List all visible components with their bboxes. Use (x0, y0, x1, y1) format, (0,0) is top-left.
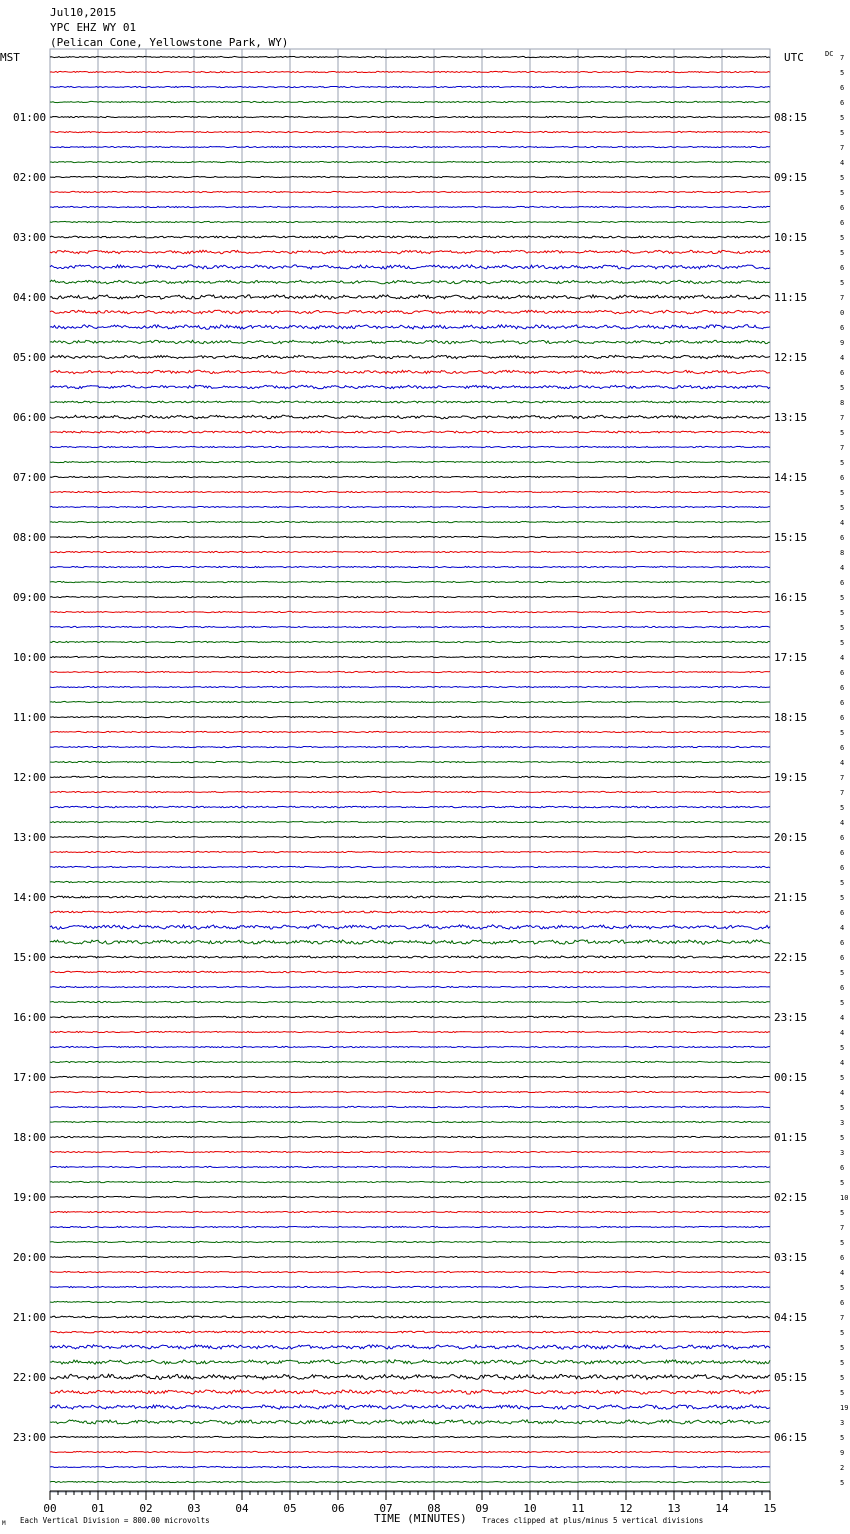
dc-value-label: 5 (840, 234, 845, 242)
utc-time-label: 02:15 (774, 1191, 808, 1204)
dc-value-label: 5 (840, 624, 845, 632)
trace-line (50, 56, 770, 57)
dc-value-label: 6 (840, 264, 845, 272)
mst-time-label: 09:00 (13, 591, 47, 604)
trace-line (50, 911, 770, 913)
dc-value-label: 6 (840, 744, 845, 752)
dc-value-label: 5 (840, 1044, 845, 1052)
trace-line (50, 596, 770, 597)
trace-line (50, 1016, 770, 1017)
trace-line (50, 671, 770, 672)
dc-value-label: 4 (840, 924, 845, 932)
mst-time-label: 03:00 (13, 231, 47, 244)
date-label: Jul10,2015 (50, 6, 117, 19)
trace-line (50, 940, 770, 944)
x-tick-label: 02 (139, 1502, 153, 1515)
dc-value-label: 4 (840, 1059, 845, 1067)
dc-value-label: 5 (840, 1479, 845, 1487)
mst-time-label: 07:00 (13, 471, 47, 484)
mst-time-label: 06:00 (13, 411, 47, 424)
location-label: (Pelican Cone, Yellowstone Park, WY) (50, 36, 289, 49)
dc-value-label: 5 (840, 129, 845, 137)
utc-time-label: 21:15 (774, 891, 808, 904)
utc-time-label: 00:15 (774, 1071, 808, 1084)
dc-value-label: 4 (840, 1029, 845, 1037)
trace-line (50, 446, 770, 447)
trace-line (50, 925, 770, 929)
dc-value-label: 5 (840, 609, 845, 617)
dc-value-label: 5 (840, 1359, 845, 1367)
trace-line (50, 310, 770, 314)
utc-time-label: 01:15 (774, 1131, 808, 1144)
utc-time-label: 06:15 (774, 1431, 808, 1444)
corner-mark: M (2, 1520, 6, 1527)
dc-value-label: 5 (840, 1344, 845, 1352)
x-tick-label: 12 (619, 1502, 633, 1515)
dc-value-label: 5 (840, 429, 845, 437)
dc-value-label: 5 (840, 1179, 845, 1187)
dc-value-label: 5 (840, 1389, 845, 1397)
utc-time-label: 15:15 (774, 531, 808, 544)
dc-value-label: 5 (840, 879, 845, 887)
dc-value-label: 6 (840, 1299, 845, 1307)
dc-value-label: 8 (840, 399, 845, 407)
trace-line (50, 476, 770, 477)
trace-line (50, 1345, 770, 1349)
mst-time-label: 14:00 (13, 891, 47, 904)
dc-value-label: 5 (840, 504, 845, 512)
trace-line (50, 280, 770, 284)
mst-time-label: 02:00 (13, 171, 47, 184)
utc-time-label: 17:15 (774, 651, 808, 664)
mst-time-label: 04:00 (13, 291, 47, 304)
left-zone-label: MST (0, 51, 20, 64)
mst-time-label: 01:00 (13, 111, 47, 124)
dc-value-label: 4 (840, 159, 845, 167)
dc-value-label: 6 (840, 99, 845, 107)
dc-value-label: 7 (840, 144, 845, 152)
dc-value-label: 3 (840, 1149, 845, 1157)
x-tick-label: 01 (91, 1502, 105, 1515)
mst-time-label: 23:00 (13, 1431, 47, 1444)
dc-value-label: 5 (840, 1074, 845, 1082)
dc-value-label: 5 (840, 1134, 845, 1142)
trace-line (50, 1420, 770, 1424)
dc-value-label: 4 (840, 1269, 845, 1277)
dc-value-label: 6 (840, 84, 845, 92)
trace-line (50, 851, 770, 852)
dc-value-label: 6 (840, 849, 845, 857)
utc-time-label: 05:15 (774, 1371, 808, 1384)
x-tick-label: 15 (763, 1502, 777, 1515)
trace-line (50, 1091, 770, 1092)
utc-time-label: 20:15 (774, 831, 808, 844)
x-tick-label: 10 (523, 1502, 537, 1515)
dc-value-label: 6 (840, 834, 845, 842)
trace-line (50, 686, 770, 687)
trace-line (50, 1181, 770, 1182)
trace-line (50, 1271, 770, 1272)
dc-value-label: 0 (840, 309, 845, 317)
dc-value-label: 4 (840, 654, 845, 662)
dc-value-label: 4 (840, 1014, 845, 1022)
dc-value-label: 5 (840, 1374, 845, 1382)
trace-line (50, 701, 770, 702)
x-tick-label: 00 (43, 1502, 57, 1515)
dc-value-label: 5 (840, 69, 845, 77)
mst-time-label: 10:00 (13, 651, 47, 664)
dc-value-label: 8 (840, 549, 845, 557)
dc-value-label: 5 (840, 1209, 845, 1217)
dc-value-label: 6 (840, 579, 845, 587)
trace-line (50, 116, 770, 117)
dc-value-label: 19 (840, 1404, 849, 1412)
trace-line (50, 1316, 770, 1318)
dc-value-label: 6 (840, 1254, 845, 1262)
trace-line (50, 1031, 770, 1032)
utc-time-label: 23:15 (774, 1011, 808, 1024)
trace-line (50, 1061, 770, 1062)
trace-line (50, 761, 770, 762)
trace-line (50, 776, 770, 777)
dc-value-label: 6 (840, 954, 845, 962)
utc-time-label: 12:15 (774, 351, 808, 364)
dc-value-label: 5 (840, 639, 845, 647)
dc-value-label: 7 (840, 54, 845, 62)
dc-value-label: 6 (840, 699, 845, 707)
right-zone-label: UTC (784, 51, 804, 64)
trace-line (50, 86, 770, 87)
scale-note: Each Vertical Division = 800.00 microvolts (20, 1516, 210, 1525)
axis-labels (13, 54, 848, 1515)
trace-line (50, 1390, 770, 1394)
utc-time-label: 09:15 (774, 171, 808, 184)
trace-line (50, 236, 770, 238)
trace-line (50, 385, 770, 389)
trace-line (50, 1466, 770, 1467)
trace-line (50, 836, 770, 837)
trace-line (50, 1405, 770, 1409)
trace-line (50, 415, 770, 419)
trace-line (50, 536, 770, 537)
trace-line (50, 191, 770, 192)
utc-time-label: 11:15 (774, 291, 808, 304)
trace-line (50, 1301, 770, 1302)
dc-value-label: 5 (840, 969, 845, 977)
trace-line (50, 551, 770, 552)
mst-time-label: 08:00 (13, 531, 47, 544)
dc-value-label: 5 (840, 384, 845, 392)
dc-value-label: 6 (840, 324, 845, 332)
mst-time-label: 17:00 (13, 1071, 47, 1084)
dc-value-label: 4 (840, 1089, 845, 1097)
dc-value-label: 5 (840, 1284, 845, 1292)
trace-line (50, 1196, 770, 1197)
trace-line (50, 355, 770, 359)
dc-value-label: 6 (840, 714, 845, 722)
dc-value-label: 6 (840, 534, 845, 542)
dc-value-label: 4 (840, 564, 845, 572)
dc-value-label: 5 (840, 1434, 845, 1442)
mst-time-label: 22:00 (13, 1371, 47, 1384)
dc-value-label: 9 (840, 1449, 845, 1457)
x-tick-label: 05 (283, 1502, 297, 1515)
trace-line (50, 461, 770, 462)
trace-line (50, 1360, 770, 1364)
mst-time-label: 13:00 (13, 831, 47, 844)
trace-line (50, 250, 770, 254)
dc-value-label: 6 (840, 864, 845, 872)
dc-value-label: 5 (840, 594, 845, 602)
dc-value-label: 7 (840, 1314, 845, 1322)
trace-line (50, 656, 770, 657)
dc-value-label: 5 (840, 1239, 845, 1247)
trace-line (50, 956, 770, 958)
trace-line (50, 971, 770, 972)
trace-line (50, 431, 770, 433)
dc-value-label: 4 (840, 759, 845, 767)
dc-value-label: 5 (840, 189, 845, 197)
trace-line (50, 295, 770, 299)
dc-value-label: 10 (840, 1194, 849, 1202)
trace-line (50, 881, 770, 882)
utc-time-label: 13:15 (774, 411, 808, 424)
mst-time-label: 20:00 (13, 1251, 47, 1264)
trace-line (50, 821, 770, 822)
trace-line (50, 1451, 770, 1452)
dc-value-label: 4 (840, 519, 845, 527)
dc-value-label: 7 (840, 1224, 845, 1232)
trace-line (50, 1121, 770, 1122)
dc-value-label: 5 (840, 489, 845, 497)
utc-time-label: 22:15 (774, 951, 808, 964)
trace-line (50, 1374, 770, 1379)
trace-line (50, 896, 770, 898)
trace-line (50, 161, 770, 162)
dc-value-label: 6 (840, 204, 845, 212)
dc-value-label: 4 (840, 819, 845, 827)
dc-value-label: 7 (840, 774, 845, 782)
trace-line (50, 491, 770, 492)
trace-line (50, 206, 770, 207)
trace-line (50, 716, 770, 717)
trace-line (50, 221, 770, 222)
dc-value-label: 5 (840, 459, 845, 467)
x-tick-label: 06 (331, 1502, 345, 1515)
dc-value-label: 5 (840, 279, 845, 287)
dc-value-label: 9 (840, 339, 845, 347)
trace-line (50, 1256, 770, 1257)
dc-value-label: 6 (840, 669, 845, 677)
trace-line (50, 101, 770, 102)
dc-value-label: 5 (840, 804, 845, 812)
trace-line (50, 1286, 770, 1287)
dc-value-label: 6 (840, 984, 845, 992)
utc-time-label: 18:15 (774, 711, 808, 724)
trace-line (50, 1046, 770, 1047)
trace-line (50, 1436, 770, 1437)
trace-line (50, 1106, 770, 1107)
utc-time-label: 10:15 (774, 231, 808, 244)
trace-line (50, 626, 770, 627)
trace-line (50, 611, 770, 612)
dc-value-label: 7 (840, 444, 845, 452)
dc-value-label: 3 (840, 1119, 845, 1127)
utc-time-label: 16:15 (774, 591, 808, 604)
trace-line (50, 1331, 770, 1333)
trace-line (50, 521, 770, 522)
dc-value-label: 7 (840, 789, 845, 797)
utc-time-label: 04:15 (774, 1311, 808, 1324)
trace-line (50, 71, 770, 72)
trace-line (50, 1166, 770, 1167)
mst-time-label: 18:00 (13, 1131, 47, 1144)
mst-time-label: 15:00 (13, 951, 47, 964)
clip-note: Traces clipped at plus/minus 5 vertical divisions (482, 1516, 704, 1525)
x-tick-label: 11 (571, 1502, 585, 1515)
dc-value-label: 5 (840, 249, 845, 257)
trace-line (50, 1241, 770, 1242)
traces (50, 56, 770, 1482)
trace-line (50, 340, 770, 344)
trace-line (50, 566, 770, 567)
trace-line (50, 746, 770, 747)
dc-value-label: 2 (840, 1464, 845, 1472)
mst-time-label: 19:00 (13, 1191, 47, 1204)
x-tick-label: 14 (715, 1502, 729, 1515)
trace-line (50, 176, 770, 177)
dc-value-label: 7 (840, 414, 845, 422)
dc-value-label: 5 (840, 729, 845, 737)
mst-time-label: 05:00 (13, 351, 47, 364)
utc-time-label: 14:15 (774, 471, 808, 484)
x-tick-label: 08 (427, 1502, 441, 1515)
dc-value-label: 5 (840, 999, 845, 1007)
dc-value-label: 6 (840, 474, 845, 482)
dc-value-label: 4 (840, 354, 845, 362)
mst-time-label: 21:00 (13, 1311, 47, 1324)
trace-line (50, 506, 770, 507)
trace-line (50, 265, 770, 269)
utc-time-label: 03:15 (774, 1251, 808, 1264)
trace-line (50, 1136, 770, 1137)
trace-line (50, 1076, 770, 1077)
mst-time-label: 16:00 (13, 1011, 47, 1024)
dc-value-label: 6 (840, 684, 845, 692)
dc-value-label: 6 (840, 1164, 845, 1172)
dc-value-label: 5 (840, 174, 845, 182)
mst-time-label: 12:00 (13, 771, 47, 784)
trace-line (50, 1481, 770, 1482)
trace-line (50, 1151, 770, 1152)
dc-value-label: 5 (840, 1104, 845, 1112)
trace-line (50, 146, 770, 147)
dc-value-label: 6 (840, 219, 845, 227)
dc-value-label: 6 (840, 909, 845, 917)
x-tick-label: 04 (235, 1502, 249, 1515)
trace-line (50, 806, 770, 807)
x-axis-label: TIME (MINUTES) (374, 1512, 467, 1525)
trace-line (50, 1211, 770, 1212)
trace-line (50, 1226, 770, 1227)
dc-value-label: 7 (840, 294, 845, 302)
dc-value-label: 6 (840, 369, 845, 377)
x-tick-label: 13 (667, 1502, 681, 1515)
x-tick-label: 03 (187, 1502, 201, 1515)
trace-line (50, 581, 770, 582)
trace-line (50, 641, 770, 642)
utc-time-label: 08:15 (774, 111, 808, 124)
trace-line (50, 401, 770, 403)
utc-time-label: 19:15 (774, 771, 808, 784)
trace-line (50, 986, 770, 987)
trace-line (50, 131, 770, 132)
mst-time-label: 11:00 (13, 711, 47, 724)
dc-value-label: 5 (840, 1329, 845, 1337)
dc-value-label: 3 (840, 1419, 845, 1427)
trace-line (50, 1001, 770, 1002)
trace-line (50, 370, 770, 374)
x-tick-label: 09 (475, 1502, 489, 1515)
trace-line (50, 791, 770, 792)
station-label: YPC EHZ WY 01 (50, 21, 137, 34)
dc-value-label: 5 (840, 894, 845, 902)
trace-line (50, 866, 770, 867)
trace-line (50, 325, 770, 329)
trace-line (50, 731, 770, 732)
dc-value-label: 5 (840, 114, 845, 122)
x-tick-label: 07 (379, 1502, 393, 1515)
dc-value-label: 6 (840, 939, 845, 947)
dc-header-label: DC (825, 50, 834, 58)
